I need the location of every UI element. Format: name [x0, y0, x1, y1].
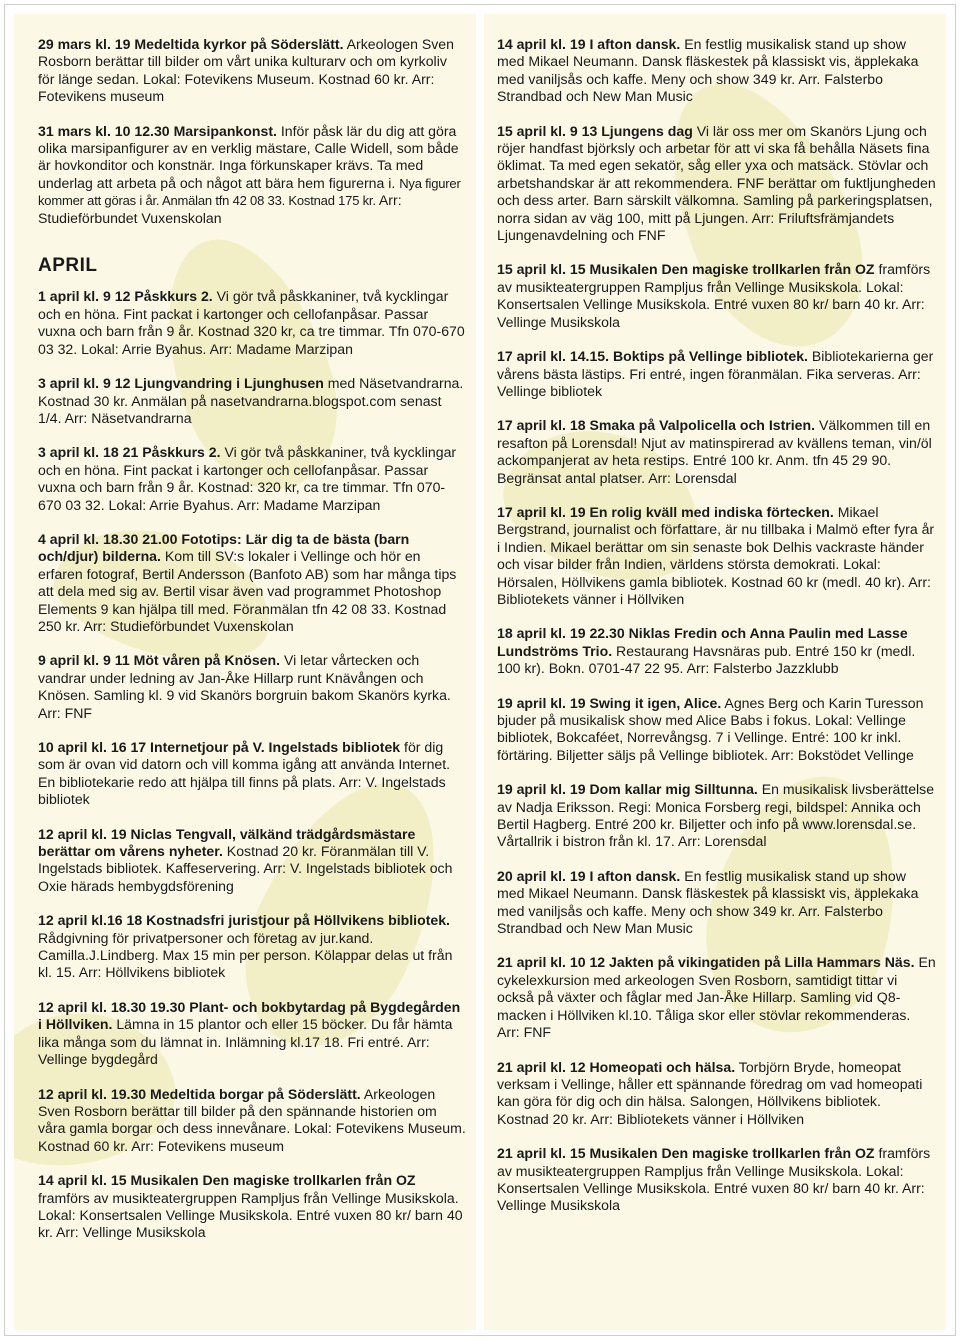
- event-text: Lämna in 15 plantor och eller 15 böcker. Du får hämta lika många som du lämnat in. Inlämning kl.17 18. Fri entré. Arr: Vellinge bygdegård: [38, 1016, 453, 1068]
- event-text: En musikalisk livsberättelse av Nadja Eriksson. Regi: Monica Forsberg regi, bildspel: Annika och Bertil Hagberg. Entré 200 kr. Biljetter och info på www.lorensdal.se. Vårtallrik i bistron från kl. 17. Arr: Lorensdal: [497, 781, 935, 850]
- event-heading: 29 mars kl. 19 Medeltida kyrkor på Söderslätt.: [38, 36, 344, 52]
- event-text: Agnes Berg och Karin Turesson bjuder på musikalisk show med Alice Babs i fokus. Lokal: Vellinge bibliotek, Bokcaféet, Norrevångsg. 7 i Vellinge. Entré: 100 kr inkl. förtäring. Biljetter säljs på Vellinge bibliotek. Arr: Bokstödet Vellinge: [497, 694, 924, 763]
- event-entry: [497, 504, 936, 608]
- event-entry: [38, 288, 466, 358]
- event-text: Bibliotekarierna ger vårens bästa lästips. Fri entré, ingen föranmälan. Fika serveras. Arr: Vellinge bibliotek: [497, 348, 934, 399]
- event-entry: [497, 1145, 936, 1215]
- event-text: Torbjörn Bryde, homeopat verksam i Vellinge, håller ett spännande föredrag om vad homeopati kan göra för dig och din hälsa. Salongen, Höllvikens bibliotek. Kostnad 20 kr. Arr: Bibliotekets vänner i Höllviken: [497, 1058, 923, 1127]
- event-text: framförs av musikteatergruppen Rampljus från Vellinge Musikskola. Lokal: Konsertsalen Vellinge Musikskola. Entré vuxen 80 kr/ barn 40 kr. Arr: Vellinge Musikskola: [38, 1189, 463, 1241]
- left-panel: [14, 14, 476, 1330]
- right-panel: [484, 14, 946, 1330]
- event-text: Inför påsk lär du dig att göra olika marsipanfigurer av en verklig mästare, Calle Widell, som både är hovkonditor och konstnär. Inga förkunskaper krävs. Ta med underlag att arbeta på och något att bära hem figurerna i.: [38, 122, 459, 191]
- event-text: Restaurang Havsnäras pub. Entré 150 kr (medl. 100 kr). Bokn. 0701-47 22 95. Arr: Falsterbo Jazzklubb: [497, 642, 916, 677]
- event-text: En festlig musikalisk stand up show med Mikael Neumann. Dansk fläskestek på klassiskt vis, äpplekaka med vaniljsås och kaffe. Meny och show 349 kr. Arr. Falsterbo Strandbad och New Man Music: [497, 867, 919, 937]
- event-text: En cykelexkursion med arkeologen Sven Rosborn, samtidigt tittar vi också på växter och fåglar med Jan-Åke Hillarp. Samling vid Q8-macken i Höllviken kl.10. Tåliga skor eller stövlar rekommenderas. Arr: FNF: [497, 954, 936, 1041]
- event-text: framförs av musikteatergruppen Rampljus från Vellinge Musikskola. Lokal: Konsertsalen Vellinge Musikskola. Entré vuxen 80 kr/ barn 40 kr. Arr: Vellinge Musikskola: [497, 1145, 931, 1214]
- event-text: Vi gör två påskkaniner, två kycklingar och en höna. Fint packat i kartonger och cellofanpåsar. Passar vuxna och barn från 9 år. Kostnad: 320 kr, ca tre timmar. Tfn 070-670 03 32. Lokal: Arrie Byahus. Arr: Madame Marzipan: [38, 444, 457, 513]
- event-heading: 19 april kl. 19 Swing it igen, Alice.: [497, 694, 722, 711]
- event-heading: 31 mars kl. 10 12.30 Marsipankonst.: [38, 122, 277, 139]
- event-heading: 21 april kl. 10 12 Jakten på vikingatiden på Lilla Hammars Näs.: [497, 954, 915, 971]
- event-entry: [497, 123, 936, 245]
- event-text: Arkeologen Sven Rosborn berättar till bilder på den spännande historien om våra gamla borgar och dess innevånare. Lokal: Fotevikens Museum. Kostnad 60 kr. Arr: Fotevikens museum: [38, 1085, 466, 1154]
- event-heading: 21 april kl. 12 Homeopati och hälsa.: [497, 1058, 736, 1075]
- event-text: Vi gör två påskkaniner, två kycklingar och en höna. Fint packat i kartonger och cellofanpåsar. Passar vuxna och barn från 9 år. Kostnad 320 kr, ca tre timmar. Tfn 070-670 03 32. Lokal: Arrie Byahus. Arr: Madame Marzipan: [38, 288, 465, 357]
- event-heading: 20 april kl. 19 I afton dansk.: [497, 867, 681, 884]
- event-entry: [497, 348, 936, 400]
- event-heading: 17 april kl. 18 Smaka på Valpolicella och Istrien.: [497, 417, 816, 434]
- event-entry: [38, 652, 466, 722]
- event-heading: 14 april kl. 15 Musikalen Den magiske trollkarlen från OZ: [38, 1172, 416, 1189]
- event-text: En festlig musikalisk stand up show med Mikael Neumann. Dansk fläskestek på klassiskt vis, äpplekaka med vaniljsås och kaffe. Meny och show 349 kr. Arr. Falsterbo Strandbad och New Man Music: [497, 36, 919, 105]
- event-entry: [497, 417, 936, 487]
- event-text: Arkeologen Sven Rosborn berättar till bilder om vårt unika kulturarv och om kyrkoliv för länge sedan. Lokal: Fotevikens Museum. Kostnad 60 kr. Arr: Fotevikens museum: [38, 36, 454, 105]
- event-heading: 17 april kl. 14.15. Boktips på Vellinge bibliotek.: [497, 348, 808, 365]
- event-text: Kostnad 20 kr. Föranmälan till V. Ingelstads bibliotek. Kaffeservering. Arr: V. Ingelstads bibliotek och Oxie härads hembygdsförening: [38, 843, 453, 894]
- event-entry: [497, 36, 936, 106]
- event-entry: [497, 781, 936, 851]
- event-text: Välkommen till en resafton på Lorensdal! Njut av matinspirerad av kvällens teman, vin/öl ackompanjerat av heta restips. Entré 100 kr. Anm. tfn 45 29 90. Begränsat antal platser. Arr: Lorensdal: [497, 417, 932, 486]
- event-entry: [497, 695, 936, 765]
- event-entry: [497, 1059, 936, 1129]
- event-text: framförs av musikteatergruppen Rampljus från Vellinge Musikskola. Lokal: Konsertsalen Vellinge Musikskola. Entré vuxen 80 kr/ barn 40 kr. Arr: Vellinge Musikskola: [497, 261, 931, 330]
- event-heading: 9 april kl. 9 11 Möt våren på Knösen.: [38, 652, 281, 669]
- event-entry: [38, 826, 466, 896]
- event-heading: 15 april kl. 15 Musikalen Den magiske trollkarlen från OZ: [497, 261, 875, 278]
- event-heading: 14 april kl. 19 I afton dansk.: [497, 36, 681, 52]
- event-heading: 12 april kl. 19.30 Medeltida borgar på Söderslätt.: [38, 1085, 361, 1102]
- event-entry: [497, 625, 936, 677]
- section-title: APRIL: [38, 255, 98, 277]
- event-entry: [497, 954, 936, 1041]
- event-entry: [497, 868, 936, 938]
- event-heading: 19 april kl. 19 Dom kallar mig Silltunna.: [497, 781, 758, 798]
- event-text: med Näsetvandrarna. Kostnad 30 kr. Anmälan på nasetvandrarna.blogspot.com senast 1/4. Arr: Näsetvandrarna: [38, 375, 464, 426]
- event-text: Vi letar vårtecken och vandrar under ledning av Jan-Åke Hillarp runt Knävången och Knösen. Samling kl. 9 vid Skanörs borgruin bakom Skanörs kyrka. Arr: FNF: [38, 652, 451, 721]
- left-entries-list: [38, 288, 466, 1241]
- right-column: [484, 14, 946, 1330]
- event-heading: 17 april kl. 19 En rolig kväll med indiska förtecken.: [497, 503, 834, 520]
- event-heading: 12 april kl. 18.30 19.30 Plant- och bokbytardag på Bygdegården i Höllviken.: [38, 998, 461, 1033]
- event-text: Vi lär oss mer om Skanörs Ljung och röjer handfast björksly och arbetar för att vi ska få behålla Näsets fina öklimat. Ta med egen sekatör, såg eller yxa och matsäck. Stövlar och arbetshandskar är att rekommendera. FNF berättar om fuktljungheden och dess arter. Barn särskilt välkomna. Samling på parkeringsplatsen, norra sidan av väg 100, mitt på Ljungen. Arr: Friluftsfrämjandets Ljungenavdelning och FNF: [497, 122, 936, 244]
- event-small-text: Nya figurer kommer att göras i år. Anmälan tfn 42 08 33. Kostnad 175 kr.: [38, 175, 461, 209]
- event-heading: 3 april kl. 9 12 Ljungvandring i Ljunghusen: [38, 375, 324, 392]
- event-entry: [38, 36, 466, 106]
- event-text: Rådgivning för privatpersoner och företag av jur.kand. Camilla.J.Lindberg. Max 15 min per person. Kölappar delas ut från kl. 15. Arr: Höllvikens bibliotek: [38, 929, 453, 981]
- right-entries-list: [497, 36, 936, 1215]
- event-text: Kom till SV:s lokaler i Vellinge och hör en erfaren fotograf, Bertil Andersson (Banfoto AB) som har många tips att dela med sig av. Bertil visar även vad programmet Photoshop Elements 9 kan hjälpa till med. Föranmälan tfn 42 08 33. Kostnad 250 kr. Arr: Studieförbundet Vuxenskolan: [38, 548, 457, 634]
- event-entry: [38, 1086, 466, 1156]
- event-heading: 1 april kl. 9 12 Påskkurs 2.: [38, 288, 213, 305]
- event-heading: 3 april kl. 18 21 Påskkurs 2.: [38, 444, 221, 461]
- event-text: Arr: Studieförbundet Vuxenskolan: [38, 192, 402, 226]
- event-entry: [38, 375, 466, 427]
- event-entry: [38, 999, 466, 1069]
- event-heading: 10 april kl. 16 17 Internetjour på V. Ingelstads bibliotek: [38, 739, 401, 755]
- event-entry: [38, 444, 466, 514]
- event-entry: [38, 123, 466, 227]
- event-entry: [38, 1172, 466, 1242]
- event-heading: 12 april kl. 19 Niclas Tengvall, välkänd trädgårdsmästare berättar om vårens nyheter.: [38, 825, 416, 860]
- event-heading: 15 april kl. 9 13 Ljungens dag: [497, 122, 693, 139]
- event-heading: 18 april kl. 19 22.30 Niklas Fredin och Anna Paulin med Lasse Lundströms Trio.: [497, 625, 908, 659]
- event-heading: 21 april kl. 15 Musikalen Den magiske trollkarlen från OZ: [497, 1145, 875, 1162]
- left-column: [14, 14, 476, 1330]
- event-entry: [497, 261, 936, 331]
- event-text: för dig som är ovan vid datorn och vill komma igång att använda Internet. En bibliotekarie redo att hjälpa till finns på plats. Arr: V. Ingelstads bibliotek: [38, 739, 451, 808]
- event-text: Mikael Bergstrand, journalist och författare, är nu tillbaka i Malmö efter fyra år i Indien. Mikael berättar om sin senaste bok Delhis vackraste händer och visar bilder från Indien, världens största demokrati. Lokal: Hörsalen, Höllvikens gamla bibliotek. Kostnad 60 kr (medl. 40 kr). Arr: Bibliotekets vänner i Höllviken: [497, 503, 935, 607]
- event-entry: [38, 912, 466, 982]
- event-entry: [38, 531, 466, 635]
- event-heading: 4 april kl. 18.30 21.00 Fototips: Lär dig ta de bästa (barn och/djur) bilderna.: [38, 530, 410, 565]
- event-heading: 12 april kl.16 18 Kostnadsfri juristjour på Höllvikens bibliotek.: [38, 912, 450, 929]
- event-entry: [38, 739, 466, 809]
